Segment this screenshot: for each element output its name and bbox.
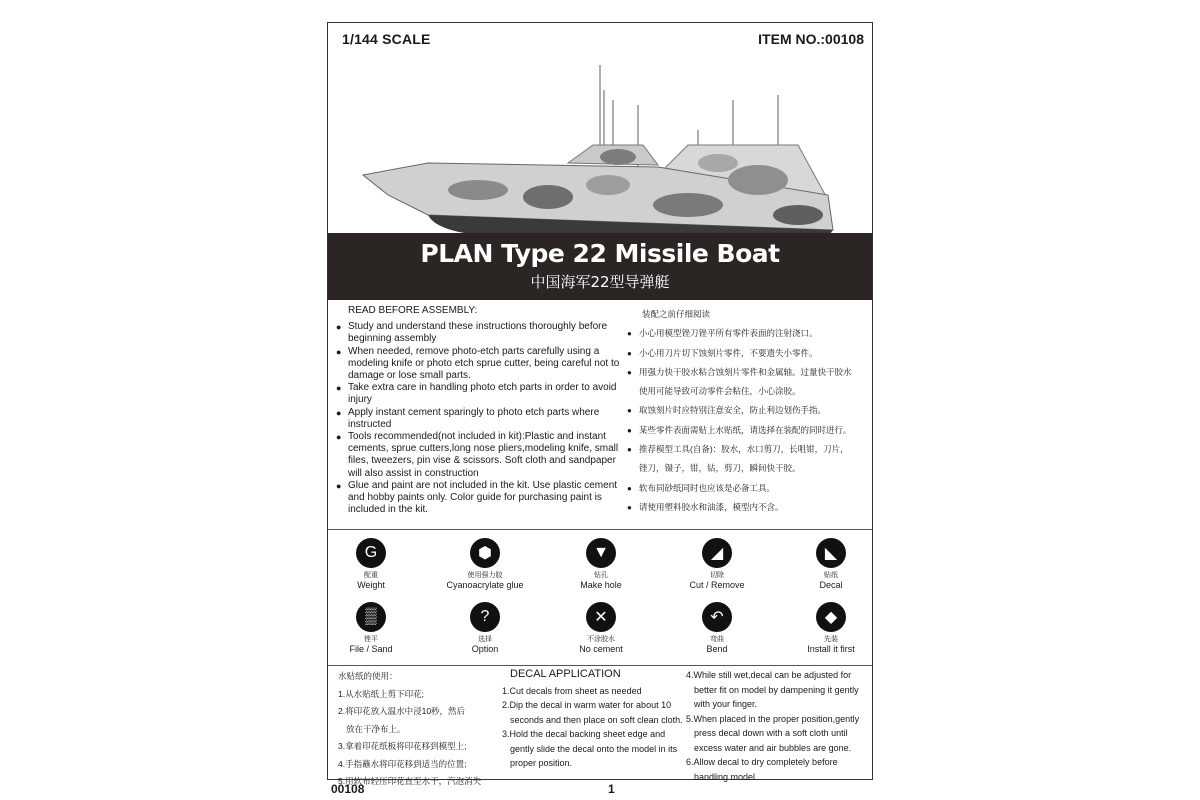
- legend-label-en: No cement: [579, 644, 623, 654]
- title-banner: [328, 233, 872, 300]
- list-item: ● 请使用塑料胶水和油漆，模型内不含。: [639, 498, 870, 517]
- decal-line: 6.Allow decal to dry completely before: [686, 757, 838, 767]
- install-first-icon: ◆: [816, 602, 846, 632]
- decal-line: better fit on model by dampening it gently: [694, 684, 859, 695]
- no-cement-icon: ✕: [586, 602, 616, 632]
- weight-icon: G: [356, 538, 386, 568]
- list-item: ● 小心用刀片切下蚀刻片零件，不要遗失小零件。: [639, 344, 870, 363]
- instruction-sheet: [327, 22, 873, 786]
- instructions-heading-en: READ BEFORE ASSEMBLY:: [348, 305, 478, 316]
- legend-label-zh: 使用强力胶: [467, 572, 503, 579]
- legend-label-en: Install it first: [807, 644, 855, 654]
- list-item: ● 软布同砂纸同时也应该是必备工具。: [639, 479, 870, 498]
- symbol-legend: [328, 529, 872, 666]
- decal-line: 5.用软布轻压印花直至水干，汽泡消失: [338, 776, 482, 786]
- legend-label-zh: 锉平: [364, 636, 378, 643]
- list-item-continuation: 使用可能导致可动零件会粘住，小心涂胶。: [639, 386, 801, 397]
- cut-icon: ◢: [702, 538, 732, 568]
- boat-illustration: [358, 45, 848, 245]
- legend-label-zh: 钻孔: [594, 572, 608, 579]
- legend-label-zh: 贴纸: [824, 572, 838, 579]
- legend-label-zh: 选择: [478, 636, 492, 643]
- legend-label-en: Bend: [706, 644, 728, 654]
- decal-line: 1.从水贴纸上剪下印花;: [338, 688, 424, 699]
- legend-item-weight: [316, 538, 426, 591]
- decal-instructions-en-continued: [686, 668, 872, 784]
- instructions-list-zh: [625, 324, 870, 517]
- decal-line: 2.Dip the decal in warm water for about 10: [502, 700, 672, 710]
- decal-line: excess water and air bubbles are gone.: [694, 742, 852, 753]
- scale-label: 1/144 SCALE: [342, 31, 431, 47]
- list-item: ● 取蚀刻片时应特别注意安全，防止利边划伤手指。: [639, 401, 870, 420]
- glue-icon: ⬢: [470, 538, 500, 568]
- list-item: ● Take extra care in handling photo etch parts in order to avoid injury: [348, 382, 626, 406]
- title-zh: 中国海军22型导弹艇: [530, 273, 670, 291]
- legend-label-zh: 配重: [364, 572, 378, 579]
- decal-line: handling model: [694, 771, 756, 782]
- instructions-english: [336, 305, 626, 516]
- legend-item-drill: [546, 538, 656, 591]
- legend-item-no-cement: [546, 602, 656, 655]
- decal-line: 2.将印花放入温水中浸10秒，然后: [338, 706, 466, 716]
- decal-line: 4.While still wet,decal can be adjusted for: [686, 670, 852, 680]
- decal-line: proper position.: [510, 758, 573, 768]
- legend-label-en: Cyanoacrylate glue: [446, 580, 524, 590]
- decal-line: gently slide the decal onto the model in its: [510, 743, 678, 754]
- title-en: PLAN Type 22 Missile Boat: [420, 239, 780, 268]
- list-item-continuation: 锉刀，镊子，钳，钻，剪刀，瞬间快干胶。: [639, 463, 801, 474]
- legend-item-file: [316, 602, 426, 655]
- legend-label-en: Option: [471, 644, 499, 654]
- instructions-heading-zh: 装配之前仔细阅读: [642, 309, 711, 319]
- legend-item-glue: [430, 538, 540, 591]
- legend-item-install-first: [776, 602, 886, 655]
- page-number: 1: [608, 782, 615, 796]
- decal-icon: ◣: [816, 538, 846, 568]
- decal-line: seconds and then place on soft clean cloth.: [510, 714, 683, 725]
- decal-line: 3.Hold the decal backing sheet edge and: [502, 729, 666, 739]
- decal-line: 放在干净布上。: [346, 723, 406, 734]
- decal-line: 5.When placed in the proper position,gently: [686, 713, 860, 724]
- file-icon: ▒: [356, 602, 386, 632]
- legend-label-zh: 切除: [710, 572, 724, 579]
- legend-item-bend: [662, 602, 772, 655]
- legend-label-en: Decal: [819, 580, 843, 590]
- list-item: ● Study and understand these instructions thoroughly before beginning assembly: [348, 321, 626, 345]
- instructions-chinese: [625, 305, 870, 517]
- item-number: ITEM NO.:00108: [758, 31, 864, 47]
- list-item: ● 某些零件表面需贴上水贴纸，请选择在装配的同时进行。: [639, 421, 870, 440]
- legend-item-cut: [662, 538, 772, 591]
- list-item: ● 小心用模型锉刀锉平所有零件表面的注射浇口。: [639, 324, 870, 343]
- legend-label-zh: 不涂胶水: [587, 636, 615, 643]
- option-icon: ?: [470, 602, 500, 632]
- decal-line: 3.拿着印花纸板将印花移到模型上;: [338, 741, 467, 751]
- list-item: ● When needed, remove photo-etch parts carefully using a modeling knife or photo etch sprue cutter, being careful not to damage or lose small parts.: [348, 346, 626, 383]
- legend-item-decal: [776, 538, 886, 591]
- decal-heading-zh: 水贴纸的使用：: [338, 671, 398, 681]
- decal-instructions-zh: [338, 668, 498, 791]
- list-item: ● 推荐模型工具(自备)：胶水，水口剪刀，长咀钳，刀片，: [639, 440, 870, 459]
- footer-item-code: 00108: [331, 782, 365, 796]
- decal-heading-en: DECAL APPLICATION: [510, 668, 621, 680]
- legend-label-en: Weight: [357, 580, 385, 590]
- decal-line: with your finger.: [694, 699, 758, 709]
- legend-label-en: Make hole: [580, 580, 622, 590]
- list-item: ● Glue and paint are not included in the kit. Use plastic cement and hobby paints only. Color guide for purchasing paint is included in the kit.: [348, 480, 626, 517]
- list-item: ● Apply instant cement sparingly to photo etch parts where instructed: [348, 407, 626, 431]
- legend-label-en: Cut / Remove: [689, 580, 745, 590]
- decal-line: 4.手指蘸水将印花移到适当的位置;: [338, 758, 467, 769]
- legend-label-zh: 弯曲: [710, 636, 724, 643]
- legend-label-en: File / Sand: [349, 644, 393, 654]
- decal-line: 1.Cut decals from sheet as needed: [502, 685, 642, 696]
- legend-item-option: [430, 602, 540, 655]
- bend-icon: ↶: [702, 602, 732, 632]
- drill-icon: ▼: [586, 538, 616, 568]
- decal-line: press decal down with a soft cloth until: [694, 728, 848, 738]
- decal-instructions-en: [502, 667, 687, 771]
- instructions-list-en: [336, 321, 626, 516]
- list-item: ● 用强力快干胶水粘合蚀刻片零件和金属轴。过量快干胶水: [639, 363, 870, 382]
- list-item: ● Tools recommended(not included in kit):Plastic and instant cements, sprue cutters,long nose pliers,modeling knife, small files, tweezers, pin vise & scissors. Soft cloth and sandpaper will also assist in construction: [348, 431, 626, 480]
- legend-label-zh: 先装: [824, 636, 838, 643]
